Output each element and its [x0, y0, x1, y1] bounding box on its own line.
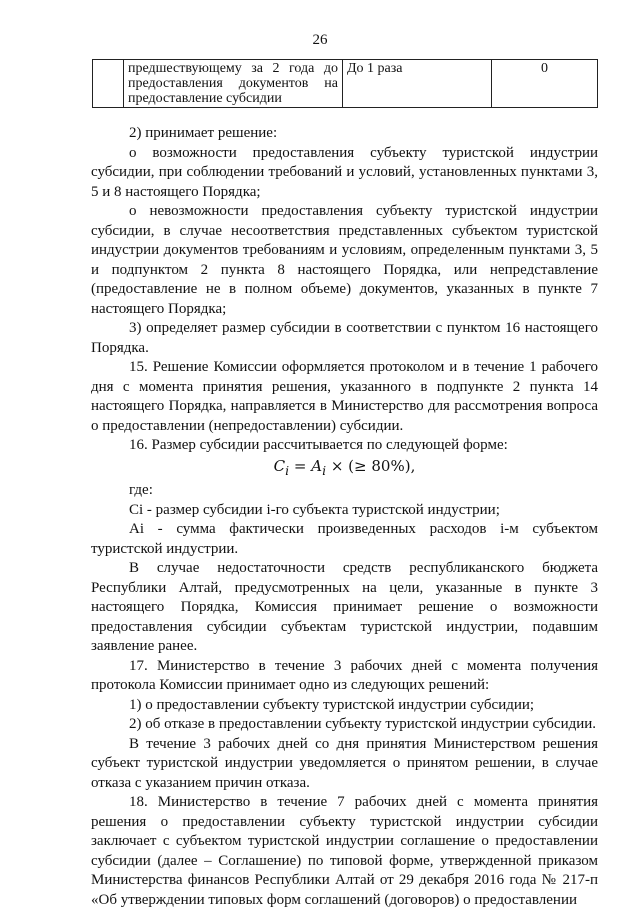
formula-left-sub: i [285, 462, 290, 478]
paragraph: о возможности предоставления субъекту туристской индустрии субсидии, при соблюдении требований и условий, установленных пунктами 3, 5 и 8 настоящего Порядка; [91, 144, 598, 200]
paragraph: В течение 3 рабочих дней со дня принятия Министерством решения субъект туристской индустрии уведомляется о принятом решении, в случае отказа с указанием причин отказа. [91, 735, 598, 791]
subsidy-formula [91, 457, 598, 481]
paragraph: 2) принимает решение: [129, 125, 278, 141]
paragraph: где: [129, 482, 153, 498]
table-cell-index [93, 60, 124, 108]
document-body [91, 124, 598, 910]
table-cell-score: 0 [492, 60, 598, 108]
table-cell-criterion [124, 60, 343, 108]
paragraph: 16. Размер субсидии рассчитывается по следующей форме: [129, 437, 508, 453]
formula-mid-sub: i [322, 462, 327, 478]
paragraph: 1) о предоставлении субъекту туристской индустрии субсидии; [129, 696, 535, 713]
paragraph: 3) определяет размер субсидии в соответствии с пунктом 16 настоящего Порядка. [91, 320, 598, 356]
formula-mid: = A [289, 456, 323, 475]
criterion-line: предоставления документов на [128, 76, 338, 91]
criteria-table-continuation [92, 59, 598, 108]
paragraph: Ai - сумма фактически произведенных расходов i-м субъектом туристской индустрии. [91, 521, 598, 557]
page-number: 26 [312, 32, 328, 48]
paragraph: 18. Министерство в течение 7 рабочих дней с момента принятия решения о предоставлении субъекту туристской индустрии субсидии заключает с субъектом туристской индустрии соглашение о предоставлении субсидии (далее – Соглашение) по типовой форме, утвержденной приказом Министерства финансов Республики Алтай от 29 декабря 2016 года № 217-п «Об утверждении типовых форм соглашений (договоров) о предоставлении [91, 794, 598, 908]
paragraph: 15. Решение Комиссии оформляется протоколом и в течение 1 рабочего дня с момента принятия решения, указанного в подпункте 2 пункта 14 настоящего Порядка, направляется в Министерство для рассмотрения вопроса о предоставлении (непредоставлении) субсидии. [91, 359, 598, 434]
paragraph: о невозможности предоставления субъекту туристской индустрии субсидии, в случае несоответствия представленных субъектом туристской индустрии документов требованиям и условиям, определенным пунктами 3, 5 и подпунктом 2 пункта 8 настоящего Порядка, или непредставление (предоставление не в полном объеме) документов, указанных в пункте 7 настоящего Порядка; [91, 203, 598, 317]
paragraph: Сi - размер субсидии i-го субъекта туристской индустрии; [129, 501, 500, 518]
paragraph: 2) об отказе в предоставлении субъекту туристской индустрии субсидии. [129, 716, 597, 732]
formula-right: × (≥ 80%), [326, 456, 416, 475]
paragraph: В случае недостаточности средств республиканского бюджета Республики Алтай, предусмотренных на цели, указанные в пункте 3 настоящего Порядка, Комиссия принимает решение о возможности предоставления субсидии субъектам туристской индустрии, подавшим заявление ранее. [91, 560, 598, 654]
formula-left: C [273, 456, 286, 475]
paragraph: 17. Министерство в течение 3 рабочих дней с момента получения протокола Комиссии принимает одно из следующих решений: [91, 657, 598, 693]
table-row [93, 60, 598, 108]
criterion-line: предоставление субсидии [128, 91, 282, 106]
criterion-line: предшествующему за 2 года до [128, 61, 338, 76]
table-cell-value: До 1 раза [343, 60, 492, 108]
